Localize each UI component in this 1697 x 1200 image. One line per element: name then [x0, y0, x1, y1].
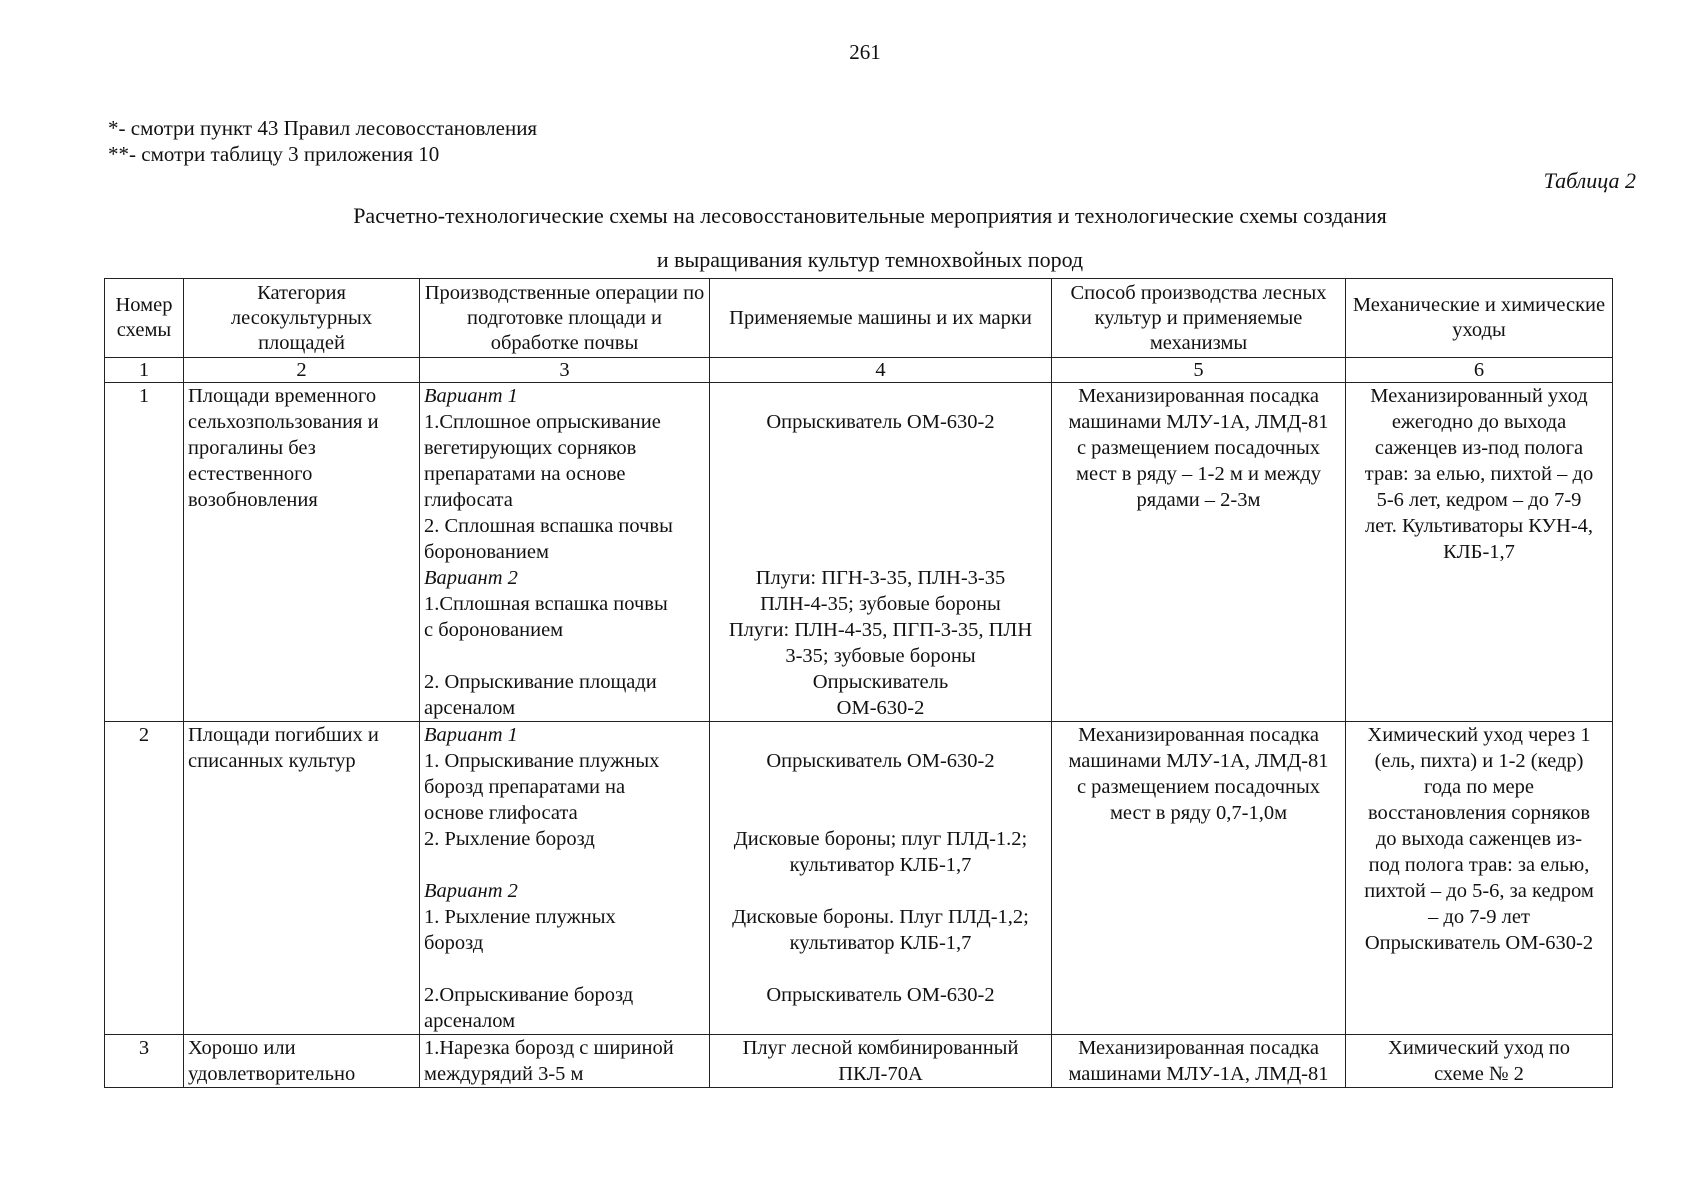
- cell-line: 3-35; зубовые бороны: [785, 645, 976, 667]
- cell-line: пихтой – до 5-6, за кедром: [1364, 880, 1594, 902]
- cell-line: до выхода саженцев из-: [1375, 828, 1583, 850]
- cell-line: [424, 643, 705, 669]
- cell-line: саженцев из-под полога: [1374, 437, 1584, 459]
- cell-line: [714, 800, 1047, 826]
- cell-line: под полога трав: за елью,: [1368, 854, 1590, 876]
- cell-line: Вариант 1: [424, 724, 518, 746]
- cell-line: Опрыскиватель ОМ-630-2: [766, 750, 995, 772]
- cell-line: [714, 513, 1047, 539]
- cell-line: 5-6 лет, кедром – до 7-9: [1376, 489, 1582, 511]
- cell-line: междурядий 3-5 м: [424, 1063, 584, 1085]
- cell-line: с размещением посадочных: [1076, 437, 1321, 459]
- cell-line: ПКЛ-70А: [838, 1063, 923, 1085]
- cell-line: мест в ряду – 1-2 м и между: [1076, 463, 1321, 485]
- cell-care: [1346, 1035, 1613, 1088]
- cell-line: 1. Рыхление плужных: [424, 906, 616, 928]
- cell-machines: [710, 1035, 1052, 1088]
- cell-category: [184, 722, 420, 1035]
- header-method: Способ производства лесных культур и применяемые механизмы: [1052, 279, 1346, 358]
- cell-line: мест в ряду 0,7-1,0м: [1109, 802, 1288, 824]
- cell-line: [714, 722, 1047, 748]
- page-number: 261: [849, 40, 881, 64]
- table-label: Таблица 2: [1543, 168, 1636, 193]
- cell-line: Плуги: ПЛН-4-35, ПГП-3-35, ПЛН: [728, 619, 1033, 641]
- header-row: [105, 279, 1613, 358]
- cell-line: вегетирующих сорняков: [424, 437, 637, 459]
- cell-line: 2. Опрыскивание площади: [424, 671, 657, 693]
- table-title-line: Расчетно-технологические схемы на лесовосстановительные мероприятия и технологические схемы создания: [353, 203, 1387, 228]
- cell-machines: [710, 722, 1052, 1035]
- cell-line: схеме № 2: [1434, 1063, 1524, 1085]
- cell-line: борозд препаратами на: [424, 776, 626, 798]
- cell-line: Опрыскиватель ОМ-630-2: [1364, 932, 1594, 954]
- cell-line: списанных культур: [188, 750, 356, 772]
- cell-operations: [420, 383, 710, 722]
- cell-line: (ель, пихта) и 1-2 (кедр): [1374, 750, 1584, 772]
- cell-line: глифосата: [424, 489, 513, 511]
- cell-line: машинами МЛУ-1А, ЛМД-81: [1068, 411, 1329, 433]
- cell-line: машинами МЛУ-1А, ЛМД-81: [1068, 1063, 1329, 1085]
- cell-line: арсеналом: [424, 1010, 516, 1032]
- header-category: Категория лесокультурных площадей: [184, 279, 420, 358]
- cell-line: Опрыскиватель ОМ-630-2: [766, 984, 995, 1006]
- cell-method: [1052, 722, 1346, 1035]
- cell-line: 1.Нарезка борозд с шириной: [424, 1037, 674, 1059]
- cell-line: Вариант 2: [424, 567, 518, 589]
- cell-line: Площади временного: [188, 385, 377, 407]
- cell-line: Механизированная посадка: [1078, 385, 1319, 407]
- cell-line: рядами – 2-3м: [1136, 489, 1261, 511]
- cell-line: машинами МЛУ-1А, ЛМД-81: [1068, 750, 1329, 772]
- cell-line: 1.Сплошное опрыскивание: [424, 411, 661, 433]
- cell-line: 2.Опрыскивание борозд: [424, 984, 634, 1006]
- column-number: 2: [184, 358, 420, 383]
- cell-line: культиватор КЛБ-1,7: [789, 932, 972, 954]
- footnote: *- смотри пункт 43 Правил лесовосстановления: [108, 116, 538, 140]
- cell-method: [1052, 1035, 1346, 1088]
- cell-machines: [710, 383, 1052, 722]
- cell-line: препаратами на основе: [424, 463, 626, 485]
- cell-line: – до 7-9 лет: [1428, 906, 1530, 928]
- column-number-row: [105, 358, 1613, 383]
- header-operations: Производственные операции по подготовке площади и обработке почвы: [420, 279, 710, 358]
- cell-line: Вариант 2: [424, 880, 518, 902]
- cell-scheme-number: 1: [105, 383, 184, 722]
- cell-operations: [420, 1035, 710, 1088]
- cell-line: прогалины без: [188, 437, 316, 459]
- cell-line: [714, 461, 1047, 487]
- cell-line: с размещением посадочных: [1076, 776, 1321, 798]
- cell-line: лет. Культиваторы КУН-4,: [1364, 515, 1594, 537]
- footnote: **- смотри таблицу 3 приложения 10: [108, 142, 440, 166]
- cell-line: с боронованием: [424, 619, 564, 641]
- cell-line: КЛБ-1,7: [1443, 541, 1515, 563]
- cell-category: [184, 383, 420, 722]
- cell-line: года по мере: [1424, 776, 1534, 798]
- cell-line: [714, 774, 1047, 800]
- header-machines: Применяемые машины и их марки: [710, 279, 1052, 358]
- cell-line: сельхозпользования и: [188, 411, 379, 433]
- column-number: 5: [1052, 358, 1346, 383]
- header-scheme-number: Номер схемы: [105, 279, 184, 358]
- cell-line: Хорошо или: [188, 1037, 296, 1059]
- table-row: [105, 1035, 1613, 1088]
- cell-line: 2. Рыхление борозд: [424, 828, 595, 850]
- cell-line: Вариант 1: [424, 385, 518, 407]
- cell-line: 1.Сплошная вспашка почвы: [424, 593, 668, 615]
- cell-line: [714, 956, 1047, 982]
- cell-care: [1346, 722, 1613, 1035]
- cell-line: Плуг лесной комбинированный: [742, 1037, 1019, 1059]
- header-care: Механические и химические уходы: [1346, 279, 1613, 358]
- cell-line: ежегодно до выхода: [1391, 411, 1567, 433]
- cell-line: [714, 878, 1047, 904]
- cell-line: возобновления: [188, 489, 318, 511]
- cell-line: Плуги: ПГН-3-35, ПЛН-3-35: [755, 567, 1006, 589]
- cell-line: Опрыскиватель: [812, 671, 949, 693]
- cell-line: Механизированная посадка: [1078, 1037, 1319, 1059]
- cell-line: арсеналом: [424, 697, 516, 719]
- column-number: 4: [710, 358, 1052, 383]
- table-title-line: и выращивания культур темнохвойных пород: [656, 247, 1084, 272]
- cell-line: Механизированный уход: [1370, 385, 1588, 407]
- cell-line: боронованием: [424, 541, 549, 563]
- cell-line: 1. Опрыскивание плужных: [424, 750, 660, 772]
- cell-line: основе глифосата: [424, 802, 578, 824]
- schemes-table: [104, 278, 1613, 1088]
- cell-line: борозд: [424, 932, 484, 954]
- cell-line: ОМ-630-2: [836, 697, 925, 719]
- cell-line: Опрыскиватель ОМ-630-2: [766, 411, 995, 433]
- cell-category: [184, 1035, 420, 1088]
- cell-care: [1346, 383, 1613, 722]
- column-number: 6: [1346, 358, 1613, 383]
- cell-line: [714, 487, 1047, 513]
- cell-line: культиватор КЛБ-1,7: [789, 854, 972, 876]
- cell-operations: [420, 722, 710, 1035]
- cell-line: [714, 539, 1047, 565]
- cell-line: Дисковые бороны. Плуг ПЛД-1,2;: [732, 906, 1029, 928]
- cell-line: Механизированная посадка: [1078, 724, 1319, 746]
- cell-scheme-number: 3: [105, 1035, 184, 1088]
- cell-line: [714, 383, 1047, 409]
- cell-line: ПЛН-4-35; зубовые бороны: [760, 593, 1001, 615]
- table-row: [105, 722, 1613, 1035]
- cell-line: трав: за елью, пихтой – до: [1364, 463, 1594, 485]
- cell-method: [1052, 383, 1346, 722]
- cell-line: [424, 956, 705, 982]
- cell-line: [714, 435, 1047, 461]
- cell-line: Дисковые бороны; плуг ПЛД-1.2;: [733, 828, 1028, 850]
- cell-line: Химический уход по: [1388, 1037, 1570, 1059]
- cell-line: [424, 852, 705, 878]
- column-number: 3: [420, 358, 710, 383]
- footnotes: [108, 115, 537, 167]
- cell-line: удовлетворительно: [188, 1063, 356, 1085]
- table-body: [105, 383, 1613, 1088]
- cell-scheme-number: 2: [105, 722, 184, 1035]
- table-row: [105, 383, 1613, 722]
- cell-line: естественного: [188, 463, 313, 485]
- cell-line: Площади погибших и: [188, 724, 379, 746]
- cell-line: Химический уход через 1: [1367, 724, 1591, 746]
- cell-line: 2. Сплошная вспашка почвы: [424, 515, 673, 537]
- table-title: [0, 194, 1697, 282]
- column-number: 1: [105, 358, 184, 383]
- cell-line: восстановления сорняков: [1367, 802, 1591, 824]
